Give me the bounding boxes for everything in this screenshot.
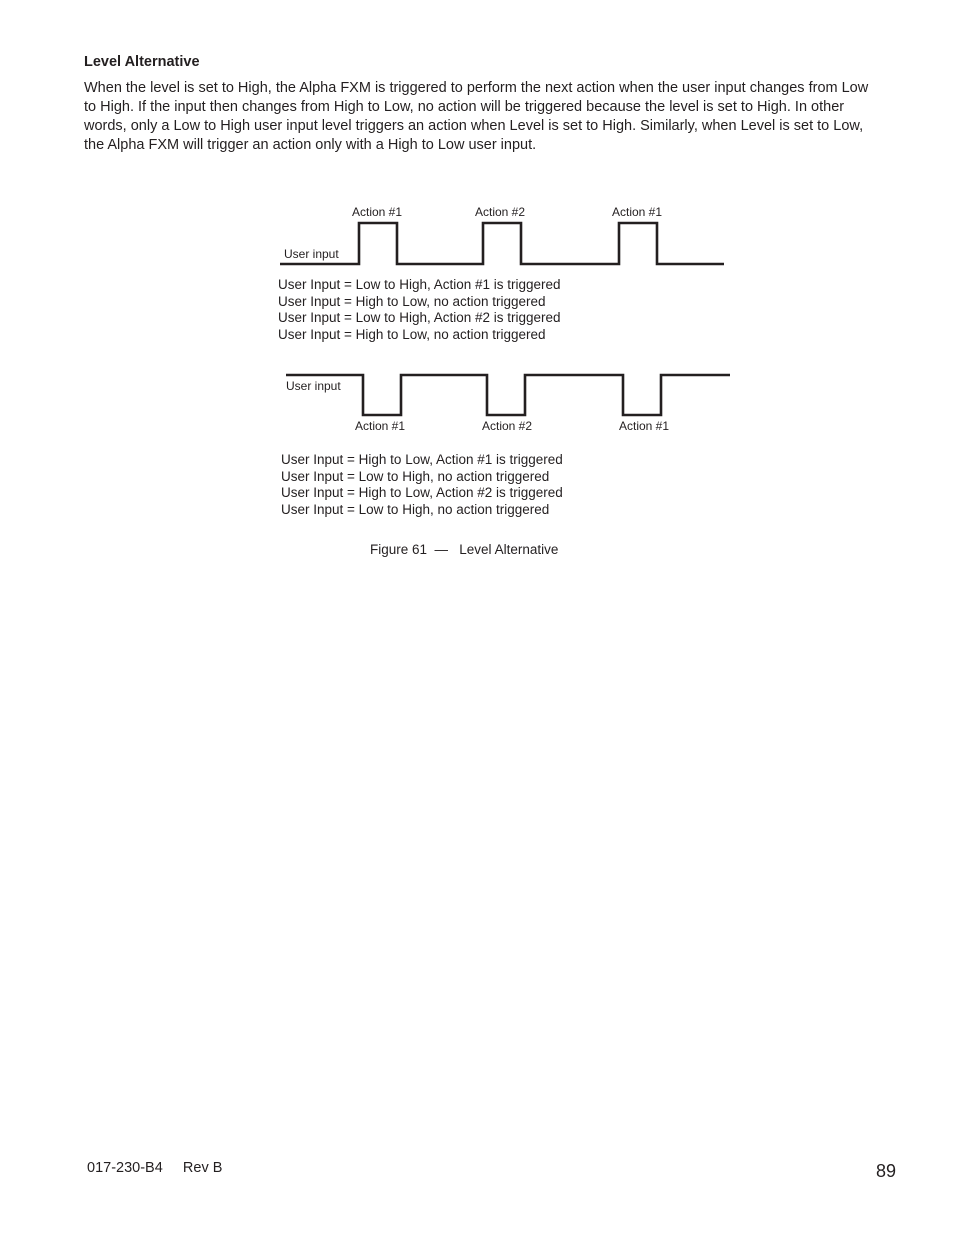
diagram-low-descriptions bbox=[281, 452, 563, 519]
description-line: User Input = Low to High, Action #2 is triggered bbox=[278, 310, 561, 326]
diagram-high-action-label-2: Action #2 bbox=[475, 205, 526, 219]
page-number: 89 bbox=[876, 1161, 897, 1181]
diagram-high-descriptions bbox=[278, 277, 561, 344]
description-line: User Input = High to Low, Action #2 is triggered bbox=[281, 485, 563, 501]
diagram-low-action-label-3: Action #1 bbox=[619, 419, 670, 433]
description-line: User Input = High to Low, no action triggered bbox=[278, 327, 546, 343]
diagram-high-input-label: User input bbox=[284, 247, 339, 261]
diagram-low-action-label-2: Action #2 bbox=[482, 419, 533, 433]
description-line: User Input = High to Low, no action triggered bbox=[278, 293, 546, 309]
description-line: User Input = Low to High, no action triggered bbox=[281, 468, 550, 484]
diagram-low-input-label: User input bbox=[286, 379, 341, 393]
section-heading: Level Alternative bbox=[84, 54, 200, 70]
diagram-high-action-label-1: Action #1 bbox=[352, 205, 403, 219]
diagram-high-action-label-3: Action #1 bbox=[612, 205, 663, 219]
diagram-low-action-label-1: Action #1 bbox=[355, 419, 406, 433]
waveform-low-level bbox=[286, 375, 730, 415]
description-line: User Input = Low to High, no action triggered bbox=[281, 502, 550, 518]
waveform-high-level bbox=[280, 223, 724, 264]
description-line: User Input = High to Low, Action #1 is triggered bbox=[281, 452, 563, 467]
footer-document-id: 017-230-B4 Rev B bbox=[87, 1160, 223, 1176]
section-paragraph: When the level is set to High, the Alpha FXM is triggered to perform the next action when the user input changes from Low to High. If the input then changes from High to Low, no action will be triggered because the level is set to High. In other words, only a Low to High user input level triggers an action when Level is set to High. Similarly, when Level is set to Low, the Alpha FXM will trigger an action only with a High to Low user input. bbox=[84, 80, 869, 153]
description-line: User Input = Low to High, Action #1 is triggered bbox=[278, 277, 561, 292]
figure-caption: Figure 61 — Level Alternative bbox=[370, 542, 559, 557]
